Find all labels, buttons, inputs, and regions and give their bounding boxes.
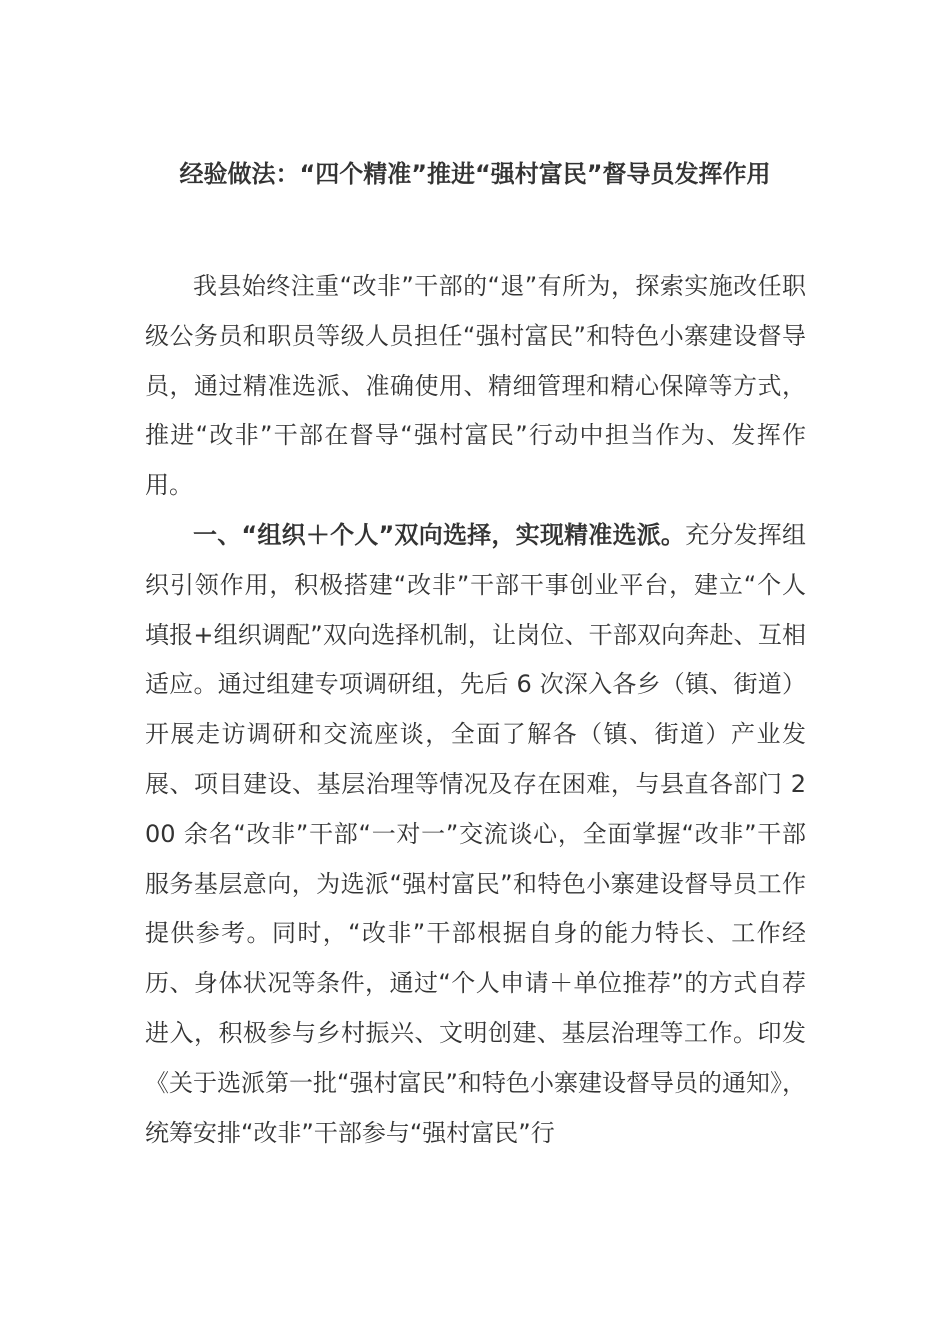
document-title: 经验做法：“四个精准”推进“强村富民”督导员发挥作用 [179, 160, 771, 188]
intro-paragraph [145, 262, 806, 511]
section-one-heading: 一、“组织＋个人”双向选择，实现精准选派。 [193, 520, 686, 549]
intro-paragraph-text: 我县始终注重“改非”干部的“退”有所为，探索实施改任职级公务员和职员等级人员担任“强村富民”和特色小寨建设督导员，通过精准选派、准确使用、精细管理和精心保障等方式，推进“改非”干部在督导“强村富民”行动中担当作为、发挥作用。 [145, 272, 806, 500]
section-one-paragraph [145, 511, 806, 1158]
document-body [145, 262, 806, 1158]
section-one-text: 充分发挥组织引领作用，积极搭建“改非”干部干事创业平台，建立“个人填报+组织调配”双向选择机制，让岗位、干部双向奔赴、互相适应。通过组建专项调研组，先后 6 次深入各乡（镇、街道）开展走访调研和交流座谈，全面了解各（镇、街道）产业发展、项目建设、基层治理等情况及存在困难，与县直各部门 200 余名“改非”干部“一对一”交流谈心，全面掌握“改非”干部服务基层意向，为选派“强村富民”和特色小寨建设督导员工作提供参考。同时，“改非”干部根据自身的能力特长、工作经历、身体状况等条件，通过“个人申请＋单位推荐”的方式自荐进入，积极参与乡村振兴、文明创建、基层治理等工作。印发《关于选派第一批“强村富民”和特色小寨建设督导员的通知》，统筹安排“改非”干部参与“强村富民”行 [145, 520, 807, 1147]
